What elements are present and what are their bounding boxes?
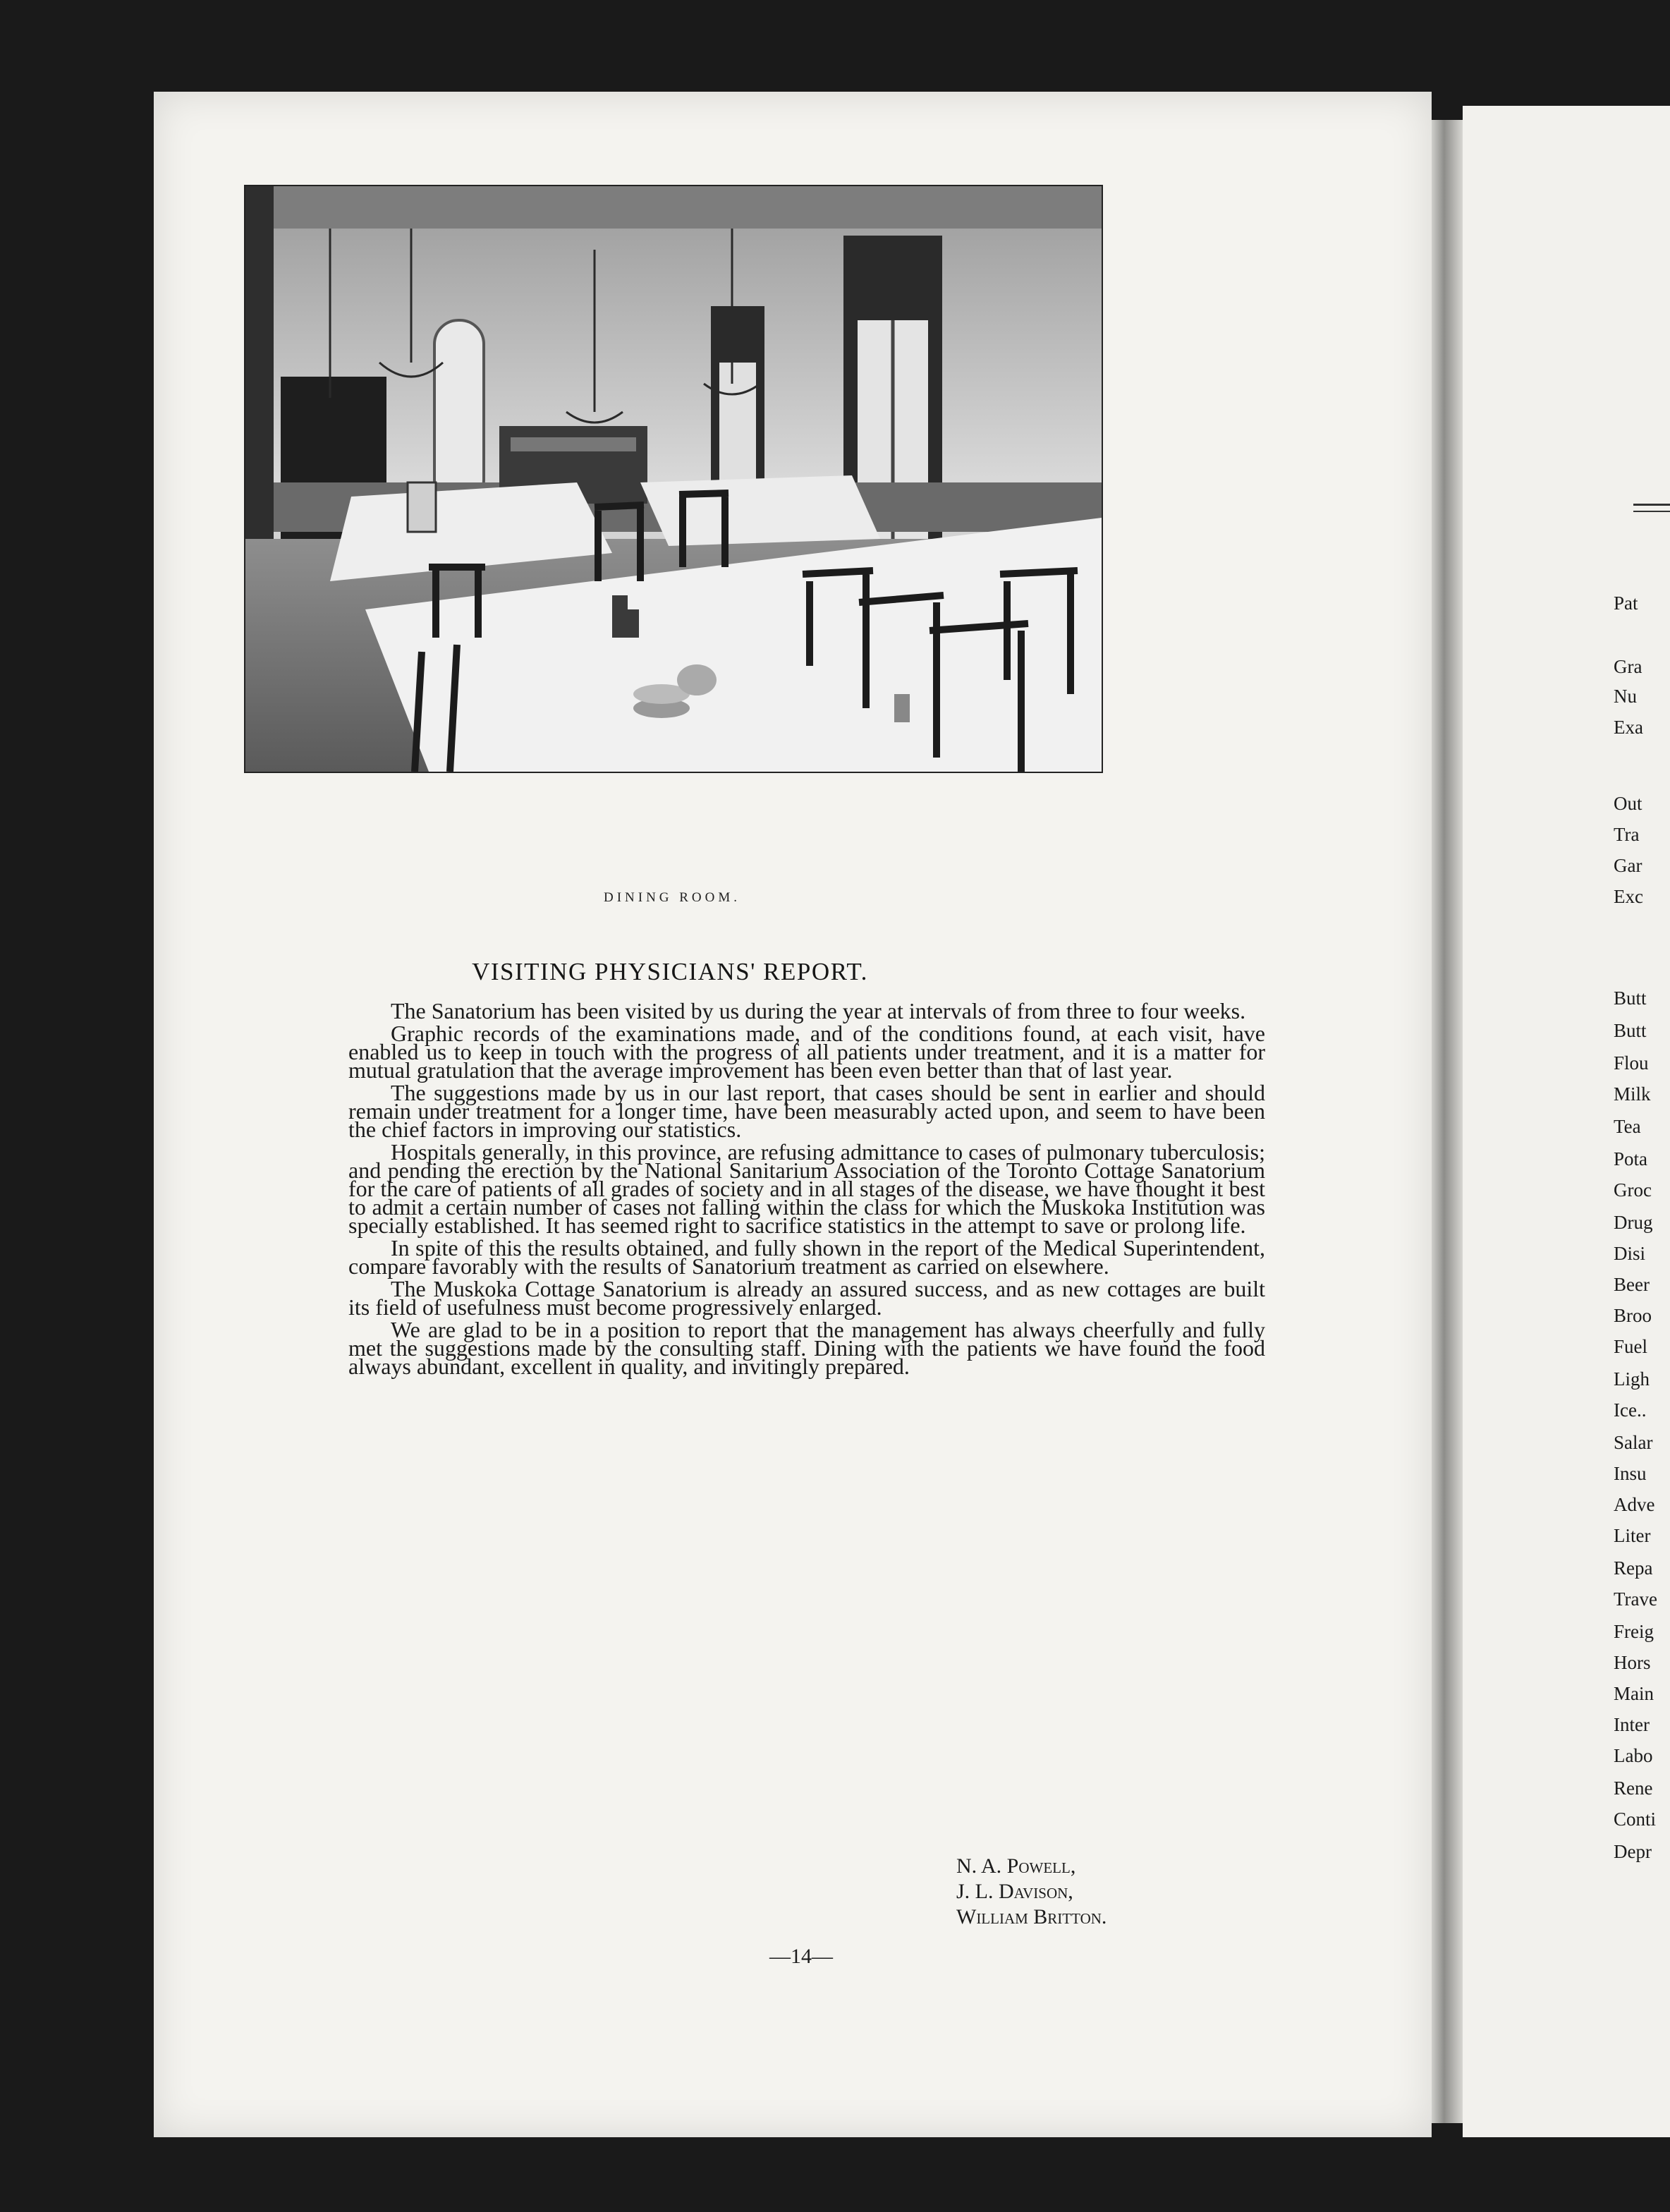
page-number: —14— <box>769 1945 833 1968</box>
right-page-item: Liter <box>1614 1525 1651 1546</box>
report-paragraph: The Sanatorium has been visited by us during the year at intervals of from three to four weeks. <box>391 998 1246 1023</box>
report-paragraph: Graphic records of the examinations made, and of the conditions found, at each visit, have enabled us to keep in touch with the progress of all patients under treatment, and it is a matter for mutual gratulation that the average improvement has been even better than that of last year. <box>348 1021 1265 1083</box>
right-page-item: Disi <box>1614 1243 1646 1264</box>
right-page-item: Broo <box>1614 1305 1652 1326</box>
photo-caption: DINING ROOM. <box>603 890 741 905</box>
right-page-item: Insu <box>1614 1463 1647 1484</box>
right-page-item: Exc <box>1614 886 1643 907</box>
right-page-item: Butt <box>1614 988 1647 1009</box>
right-page-item: Inter <box>1614 1714 1650 1735</box>
signature-name: William Britton. <box>956 1905 1107 1928</box>
right-page-item: Fuel <box>1614 1336 1648 1357</box>
right-page-item: Rene <box>1614 1778 1653 1799</box>
report-paragraph: We are glad to be in a position to report that the management has always cheerfully and fully met the suggestions made by the consulting staff. Dining with the patients we have found the food always abundant, excellent in quality, and invitingly prepared. <box>348 1317 1265 1379</box>
right-page-item: Nu <box>1614 686 1637 707</box>
right-page-item: Butt <box>1614 1020 1647 1041</box>
report-heading: VISITING PHYSICIANS' REPORT. <box>472 958 868 985</box>
right-page-item: Ice.. <box>1614 1399 1647 1421</box>
report-paragraph: Hospitals generally, in this province, are refusing admittance to cases of pulmonary tuberculosis; and pending the erection by the National Sanitarium Association of the Toronto Cottage Sanatorium for the care of patients of all grades of society and in all stages of the disease, we have thought it best to admit a certain number of cases not falling within the class for which the Muskoka Institution was specially established. It has seemed right to sacrifice statistics in the attempt to save or prolong life. <box>348 1139 1265 1238</box>
right-page-item: Beer <box>1614 1274 1650 1295</box>
right-page-item: Conti <box>1614 1809 1657 1830</box>
right-page-item: Hors <box>1614 1652 1651 1673</box>
right-page-item: Labo <box>1614 1745 1653 1766</box>
right-page-item: Adve <box>1614 1494 1655 1515</box>
right-page-item: Milk <box>1614 1083 1651 1105</box>
right-page-item: Ligh <box>1614 1368 1650 1390</box>
report-paragraph: The Muskoka Cottage Sanatorium is already an assured success, and as new cottages are built its field of usefulness must become progressively enlarged. <box>348 1276 1265 1320</box>
dining-room-photo <box>244 185 1103 773</box>
right-page-item: Tea <box>1614 1116 1641 1137</box>
right-page-item: Pat <box>1614 592 1638 614</box>
report-paragraph: The suggestions made by us in our last report, that cases should be sent in earlier and should remain under treatment for a longer time, have been measurably acted upon, and seem to have been the chief factors in improving our statistics. <box>348 1080 1265 1142</box>
right-page-item: Trave <box>1614 1588 1658 1610</box>
right-page-item: Gra <box>1614 656 1642 677</box>
right-page-item: Flou <box>1614 1052 1649 1074</box>
book-gutter <box>1432 120 1463 2123</box>
report-paragraph: In spite of this the results obtained, and fully shown in the report of the Medical Superintendent, compare favorably with the results of Sanatorium treatment as carried on elsewhere. <box>348 1235 1265 1279</box>
right-page-item: Drug <box>1614 1212 1653 1233</box>
right-page-item: Main <box>1614 1683 1654 1704</box>
dining-room-illustration <box>245 186 1102 772</box>
signature-name: J. L. Davison, <box>956 1880 1073 1903</box>
right-page-item: Repa <box>1614 1557 1653 1579</box>
right-page-item: Gar <box>1614 855 1642 876</box>
right-page-item: Tra <box>1614 824 1640 845</box>
signature-name: N. A. Powell, <box>956 1854 1076 1878</box>
right-page-item: Groc <box>1614 1179 1652 1201</box>
right-page-item: Exa <box>1614 717 1643 738</box>
report-body <box>348 998 1265 1380</box>
right-page-cut-off-list <box>1614 0 1670 1904</box>
right-page-item: Depr <box>1614 1841 1652 1862</box>
signature-block <box>956 1854 1238 1930</box>
right-page-item: Out <box>1614 793 1642 814</box>
right-page-item: Freig <box>1614 1621 1654 1642</box>
right-page-item: Salar <box>1614 1432 1653 1453</box>
right-page-item: Pota <box>1614 1148 1648 1169</box>
